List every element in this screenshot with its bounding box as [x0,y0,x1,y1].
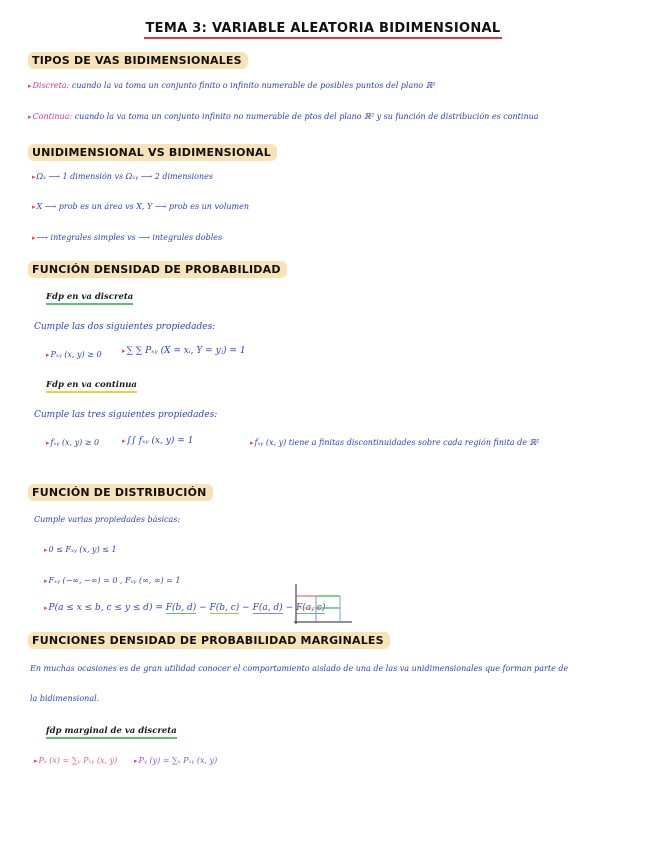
prop-discreta-2-text: ∑ ∑ Pₓᵧ (X = xᵢ, Y = yⱼ) = 1 [126,346,246,356]
prop-discreta-1 [46,350,102,359]
uni-row-3 [32,233,222,242]
term-F-b-c: F(b, c) [209,603,240,613]
marginales-intro-1: En muchas ocasiones es de gran utilidad conocer el comportamiento aislado de una de las va unidimensionales que forman parte de [30,664,569,673]
section-heading-distribucion: FUNCIÓN DE DISTRIBUCIÓN [28,484,213,501]
uni-row-2 [32,202,249,211]
tipos-discreta [28,81,436,90]
bullet-icon: ▸ [28,82,32,90]
bullet-icon: ▸ [32,203,36,211]
uni-row-2-text: X ⟶ prob es un área vs X, Y ⟶ prob es un volumen [36,202,250,211]
bullet-icon: ▸ [134,757,138,765]
bullet-icon: ▸ [28,113,32,121]
cumple-tres-text: Cumple las tres siguientes propiedades: [34,410,218,420]
page-title [0,21,646,36]
distribucion-prop-1-text: 0 ≤ Fₓᵧ (x, y) ≤ 1 [48,545,117,554]
page-title-text: TEMA 3: VARIABLE ALEATORIA BIDIMENSIONAL [144,21,503,39]
marginal-px [34,756,117,765]
term-F-a-d: F(a, d) [252,603,283,613]
bullet-icon: ▸ [122,437,126,445]
cumple-dos-text: Cumple las dos siguientes propiedades: [34,322,216,332]
uni-row-1-text: Ωₓ ⟶ 1 dimensión vs Ωₓᵧ ⟶ 2 dimensiones [36,172,213,181]
prop-discreta-2 [122,346,246,356]
bullet-icon: ▸ [44,546,48,554]
marginales-intro-2: la bidimensional. [30,694,100,703]
prop-continua-3-text: fₓᵧ (x, y) tiene a finitas discontinuidades sobre cada región finita de ℝ² [254,438,540,447]
prop-continua-1 [46,438,99,447]
distribucion-prop-2 [44,576,181,585]
section-heading-tipos: TIPOS DE VAS BIDIMENSIONALES [28,52,248,69]
discreta-label: Discreta: [32,81,70,90]
bullet-icon: ▸ [44,604,48,612]
prop-continua-3 [250,438,539,447]
bullet-icon: ▸ [44,577,48,585]
prop-continua-2 [122,436,193,446]
subheading-fdp-discreta: Fdp en va discreta [46,292,133,305]
continua-label: Continua: [32,112,73,121]
term-F-b-d: F(b, d) [165,603,197,613]
prop-continua-1-text: fₓᵧ (x, y) ≥ 0 [50,438,100,447]
prop-continua-2-text: ∫∫ fₓᵧ (x, y) = 1 [126,436,194,446]
continua-text: cuando la va toma un conjunto infinito no numerable de ptos del plano ℝ² y su función de distribución es continua [74,112,539,121]
marginal-py-text: Pᵧ (y) = ∑ₓ Pₓᵧ (x, y) [138,756,218,765]
subheading-fdp-continua: Fdp en va continua [46,380,137,393]
section-heading-uni-bi: UNIDIMENSIONAL VS BIDIMENSIONAL [28,144,277,161]
section-heading-densidad: FUNCIÓN DENSIDAD DE PROBABILIDAD [28,261,287,278]
distribucion-prop-3: ▸P(a ≤ x ≤ b, c ≤ y ≤ d) = F(b, d) − F(b, c) − F(a, d) − F(a, c) [44,603,326,613]
uni-row-3-text: ⟶ integrales simples vs ⟶ integrales dobles [36,233,223,242]
uni-row-1 [32,172,213,181]
term-F-a-c: F(a, c) [295,603,326,613]
marginal-py [134,756,217,765]
prob-rect-left: P(a ≤ x ≤ b, c ≤ y ≤ d) = [48,603,163,613]
section-heading-marginales: FUNCIONES DENSIDAD DE PROBABILIDAD MARGINALES [28,632,390,649]
bullet-icon: ▸ [32,234,36,242]
distribucion-prop-2-text: Fₓᵧ (−∞, −∞) = 0 , Fₓᵧ (∞, ∞) = 1 [48,576,181,585]
bullet-icon: ▸ [34,757,38,765]
bullet-icon: ▸ [46,439,50,447]
distribucion-cumple: Cumple varias propiedades básicas: [34,515,181,524]
discreta-text: cuando la va toma un conjunto finito o infinito numerable de posibles puntos del plano ℝ² [71,81,436,90]
prop-discreta-1-text: Pₓᵧ (x, y) ≥ 0 [50,350,102,359]
rectangle-diagram [288,582,356,630]
bullet-icon: ▸ [250,439,254,447]
bullet-icon: ▸ [32,173,36,181]
tipos-continua [28,112,539,121]
distribucion-prop-1 [44,545,117,554]
marginal-px-text: Pₓ (x) = ∑ᵧ Pₓᵧ (x, y) [38,756,118,765]
bullet-icon: ▸ [122,347,126,355]
subheading-fdp-marginal: fdp marginal de va discreta [46,726,177,739]
bullet-icon: ▸ [46,351,50,359]
